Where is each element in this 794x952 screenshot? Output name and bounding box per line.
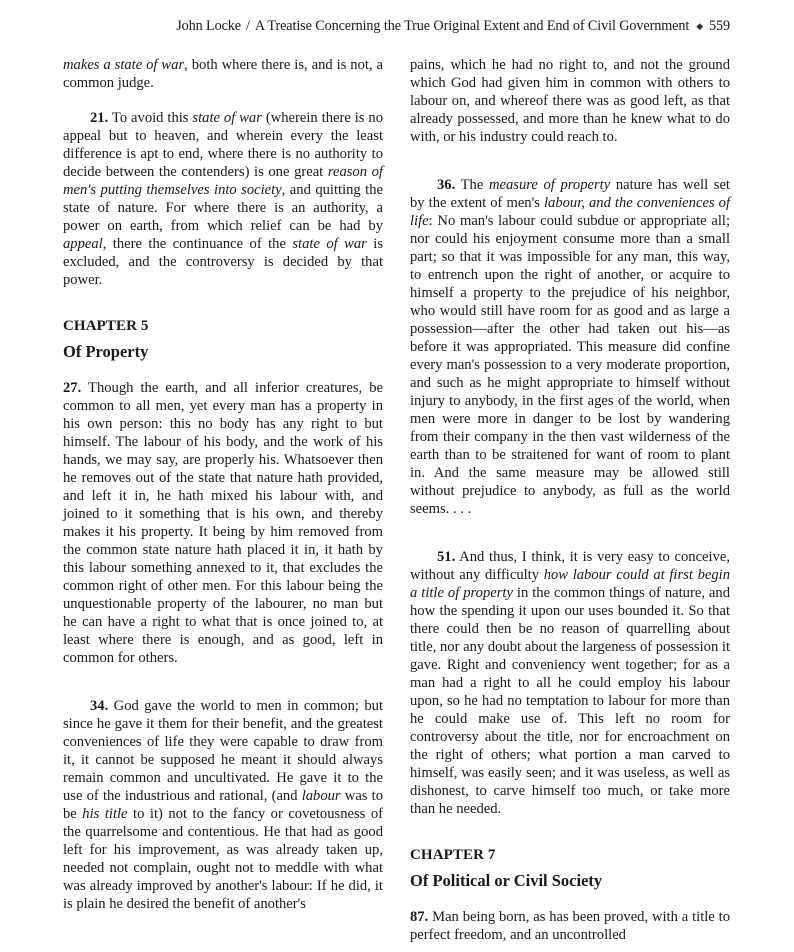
running-head-separator: / (246, 18, 250, 34)
paragraph-number: 51. (437, 549, 456, 565)
paragraph-text: nature has well set by the extent of men's (410, 177, 730, 211)
paragraph-number: 27. (63, 380, 82, 396)
paragraph-number: 34. (90, 698, 109, 714)
paragraph-text: Man being born, as has been proved, with a title to perfect freedom, and an uncontrolled (410, 909, 730, 943)
paragraph-text: pains, which he had no right to, and not the ground which God had given him in common with others to labour on, and whereof there was as good left, as that already possessed, and more than he knew what to do with, or his industry could reach to. (410, 57, 730, 145)
paragraph-text: , there the continuance of the (102, 236, 293, 252)
chapter-label: CHAPTER 5 (63, 318, 149, 334)
continuation-paragraph (410, 56, 730, 146)
paragraph-text: to it) not to the fancy or covetousness of the quarrelsome and contentious. He that had as good left for his improvement, as was already taken up, needed not complain, ought not to meddle with what was already improved by another's labour: If he did, it is plain he desired the benefit of another's (63, 806, 383, 912)
italic-phrase: reason of men's putting themselves into society (63, 164, 383, 198)
paragraph-text: The (455, 177, 489, 193)
italic-phrase: labour, and the conveniences of life (410, 195, 731, 229)
paragraph-text: in the common things of nature, and how the spending it upon our uses bounded it. So that there could then be no reason of quarrelling about title, nor any doubt about the largeness of possession it gave. Right and conveniency went together; for as a man had a right to all he could employ his labour upon, so he had no temptation to labour for more than he could make use of. This left no room for controversy about the title, nor for encroachment on the right of others; what portion a man carved to himself, was easily seen; and it was useless, as well as dishonest, to carve himself too much, or take more than he needed. (410, 585, 730, 817)
italic-phrase: labour (301, 788, 341, 804)
paragraph-text: Though the earth, and all inferior creatures, be common to all men, yet every man has a property in his own person: this no body has any right to but himself. The labour of his body, and the work of his hands, we may say, are properly his. Whatsoever then he removes out of the state that nature hath provided, and left it in, he hath mixed his labour with, and joined to it something that is his own, and thereby makes it his property. It being by him removed from the common state nature hath placed it in, it hath by this labour something annexed to it, that excludes the common right of other men. For this labour being the unquestionable property of the labourer, no man but he can have a right to what that is once joined to, at least where there is enough, and as good, left in common for others. (63, 380, 383, 666)
paragraph-51 (410, 548, 730, 818)
paragraph-text: was to be (63, 788, 383, 822)
chapter-label: CHAPTER 7 (410, 847, 496, 863)
page-number: 559 (709, 18, 730, 34)
paragraph-21 (63, 109, 383, 289)
chapter-title: Of Property (63, 342, 149, 361)
italic-phrase: his title (82, 806, 128, 822)
italic-phrase: measure of property (488, 177, 611, 193)
paragraph-text: And thus, I think, it is very easy to conceive, without any difficulty (410, 549, 730, 583)
paragraph-27 (63, 379, 383, 667)
paragraph-text: is excluded, and the controversy is decided by that power. (63, 236, 383, 288)
paragraph-text: (wherein there is no appeal but to heaven, and wherein every the least difference is apt to end, where there is no authority to decide between the contenders) is one great (63, 110, 384, 180)
running-head (150, 16, 730, 37)
italic-phrase: state of war (192, 110, 262, 126)
left-column (63, 56, 383, 913)
continuation-paragraph (63, 56, 383, 92)
paragraph-text: God gave the world to men in common; but since he gave it them for their benefit, and the greatest conveniences of life they were capable to draw from it, it cannot be supposed he meant it should always remain common and uncultivated. He gave it to the use of the industrious and rational, (and (63, 698, 383, 804)
italic-phrase: appeal (63, 236, 103, 252)
diamond-ornament-icon: ◆ (696, 21, 704, 31)
italic-phrase: makes a state of war (63, 57, 185, 73)
paragraph-number: 21. (90, 110, 109, 126)
paragraph-34 (63, 697, 383, 913)
paragraph-36 (410, 176, 730, 518)
right-column (410, 56, 730, 944)
italic-phrase: how labour could at first begin a title of property (410, 567, 730, 601)
paragraph-text: , both where there is, and is not, a common judge. (63, 57, 383, 91)
running-head-title: A Treatise Concerning the True Original Extent and End of Civil Government (254, 18, 690, 34)
paragraph-text: , and quitting the state of nature. For where there is an authority, a power on earth, from which relief can be had by (63, 182, 384, 234)
italic-phrase: state of war (292, 236, 367, 252)
paragraph-number: 36. (437, 177, 456, 193)
paragraph-number: 87. (410, 909, 429, 925)
paragraph-87 (410, 908, 730, 944)
chapter-title: Of Political or Civil Society (410, 871, 603, 890)
paragraph-text: To avoid this (108, 110, 193, 126)
running-head-author: John Locke (176, 18, 241, 34)
paragraph-text: : No man's labour could subdue or appropriate all; nor could his enjoyment consume more than a small part; so that it was impossible for any man, this way, to entrench upon the right of another, or acquire to himself a property to the prejudice of his neighbor, who would still have room for as good and as large a possession—after the other had taken out his—as before it was appropriated. This measure did confine every man's possession to a very moderate proportion, and such as he might appropriate to himself without injury to anybody, in the first ages of the world, when men were more in danger to be lost by wandering from their company in the then vast wilderness of the earth than to be straitened for want of room to plant in. And the same measure may be allowed still without prejudice to anybody, as full as the world seems. . . . (410, 213, 730, 517)
